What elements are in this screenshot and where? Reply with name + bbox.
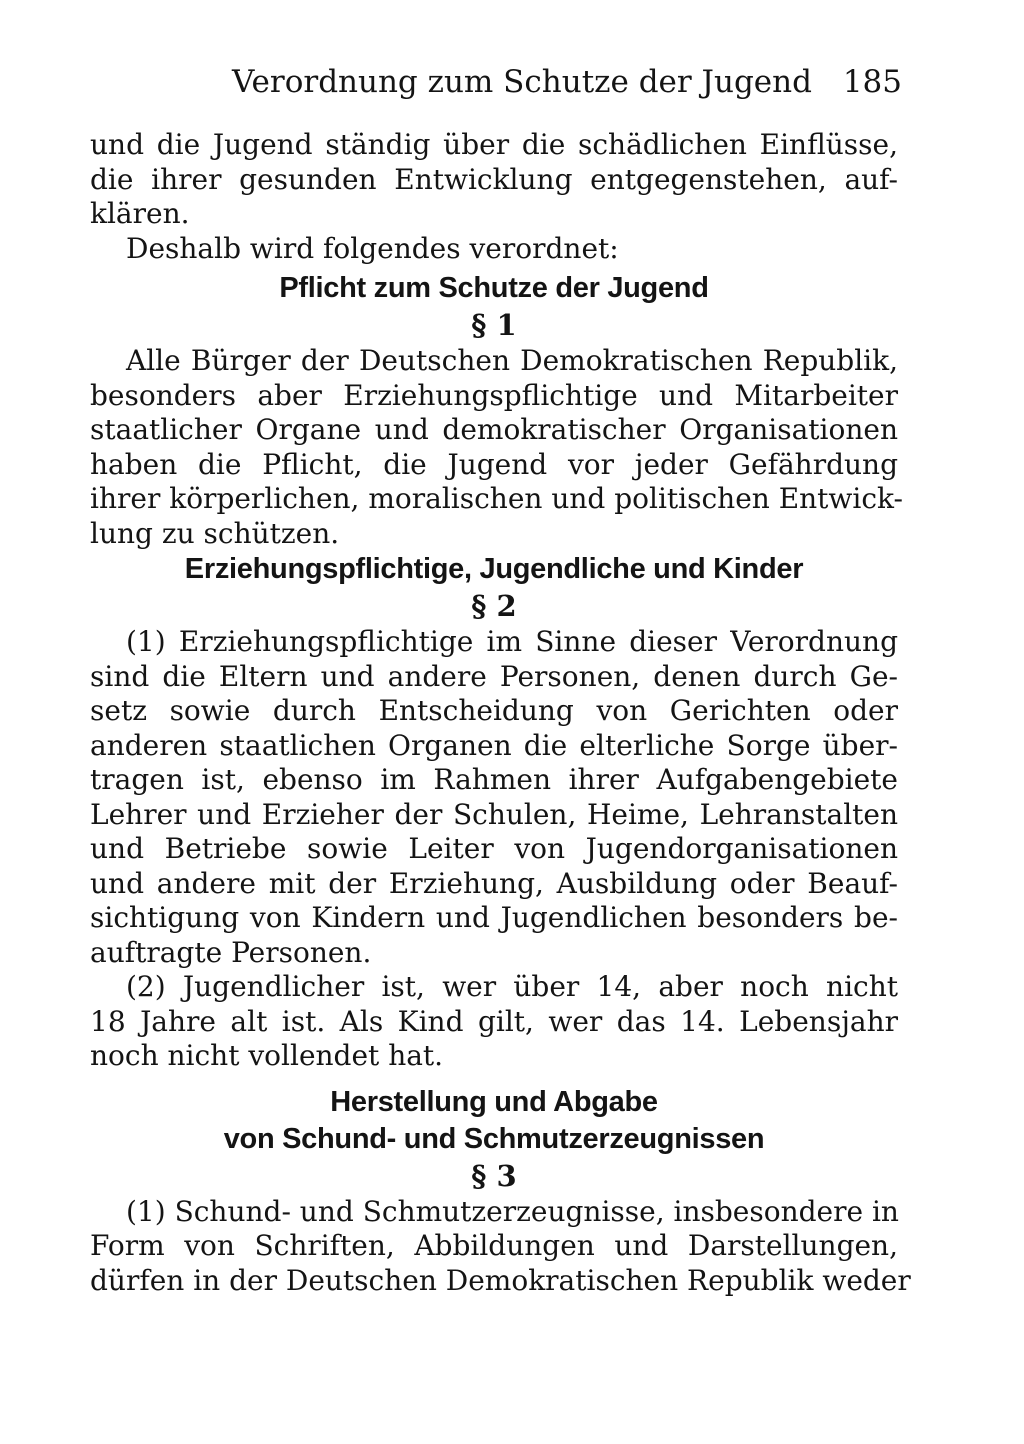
text-line: dürfen in der Deutschen Demokratischen Republik weder	[90, 1263, 911, 1297]
body-text	[90, 128, 911, 1298]
text-line: noch nicht vollendet hat.	[90, 1039, 444, 1072]
text-line: und die Jugend ständig über die schädlichen Einflüsse,	[90, 128, 898, 161]
text-line: lung zu schützen.	[90, 516, 340, 550]
text-line: tragen ist, ebenso im Rahmen ihrer Aufgabengebiete	[90, 763, 898, 796]
decree-line: Deshalb wird folgendes verordnet:	[126, 231, 619, 265]
running-head	[232, 62, 902, 102]
section-1-heading: Pflicht zum Schutze der Jugend	[279, 272, 709, 304]
text-line: und Betriebe sowie Leiter von Jugendorganisationen	[90, 832, 898, 865]
section-2-mark: § 2	[471, 589, 517, 623]
text-line: (1) Erziehungspflichtige im Sinne dieser Verordnung	[126, 625, 898, 658]
section-2-heading: Erziehungspflichtige, Jugendliche und Kinder	[184, 553, 804, 585]
section-3-heading-line-1: Herstellung und Abgabe	[330, 1085, 658, 1118]
text-line: sichtigung von Kindern und Jugendlichen besonders be-	[90, 901, 898, 934]
page-number: 185	[842, 64, 902, 100]
section-3-heading-line-2: von Schund- und Schmutzerzeugnissen	[223, 1122, 765, 1155]
section-3-mark: § 3	[471, 1158, 517, 1193]
text-line: Alle Bürger der Deutschen Demokratischen Republik,	[126, 344, 898, 377]
text-line: staatlicher Organe und demokratischer Organisationen	[90, 413, 898, 446]
text-line: haben die Pflicht, die Jugend vor jeder Gefährdung	[90, 447, 898, 481]
text-line: sind die Eltern und andere Personen, denen durch Ge-	[90, 659, 898, 693]
text-line: (2) Jugendlicher ist, wer über 14, aber noch nicht	[126, 970, 898, 1003]
text-line: die ihrer gesunden Entwicklung entgegenstehen, auf-	[90, 162, 898, 196]
text-line: anderen staatlichen Organen die elterliche Sorge über-	[90, 728, 898, 762]
text-line: besonders aber Erziehungspflichtige und Mitarbeiter	[90, 378, 898, 412]
text-line: setz sowie durch Entscheidung von Gerichten oder	[90, 694, 898, 727]
section-1-mark: § 1	[471, 308, 517, 342]
text-line: und andere mit der Erziehung, Ausbildung oder Beauf-	[90, 866, 898, 900]
running-title: Verordnung zum Schutze der Jugend	[232, 64, 812, 100]
text-line: klären.	[90, 197, 190, 230]
text-line: 18 Jahre alt ist. Als Kind gilt, wer das 14. Lebensjahr	[90, 1004, 898, 1038]
text-line: Form von Schriften, Abbildungen und Darstellungen,	[90, 1229, 898, 1262]
text-line: ihrer körperlichen, moralischen und politischen Entwick-	[90, 482, 903, 515]
text-line: auftragte Personen.	[90, 935, 372, 969]
text-line: Lehrer und Erzieher der Schulen, Heime, Lehranstalten	[90, 797, 898, 831]
text-line: (1) Schund- und Schmutzerzeugnisse, insbesondere in	[126, 1194, 899, 1228]
